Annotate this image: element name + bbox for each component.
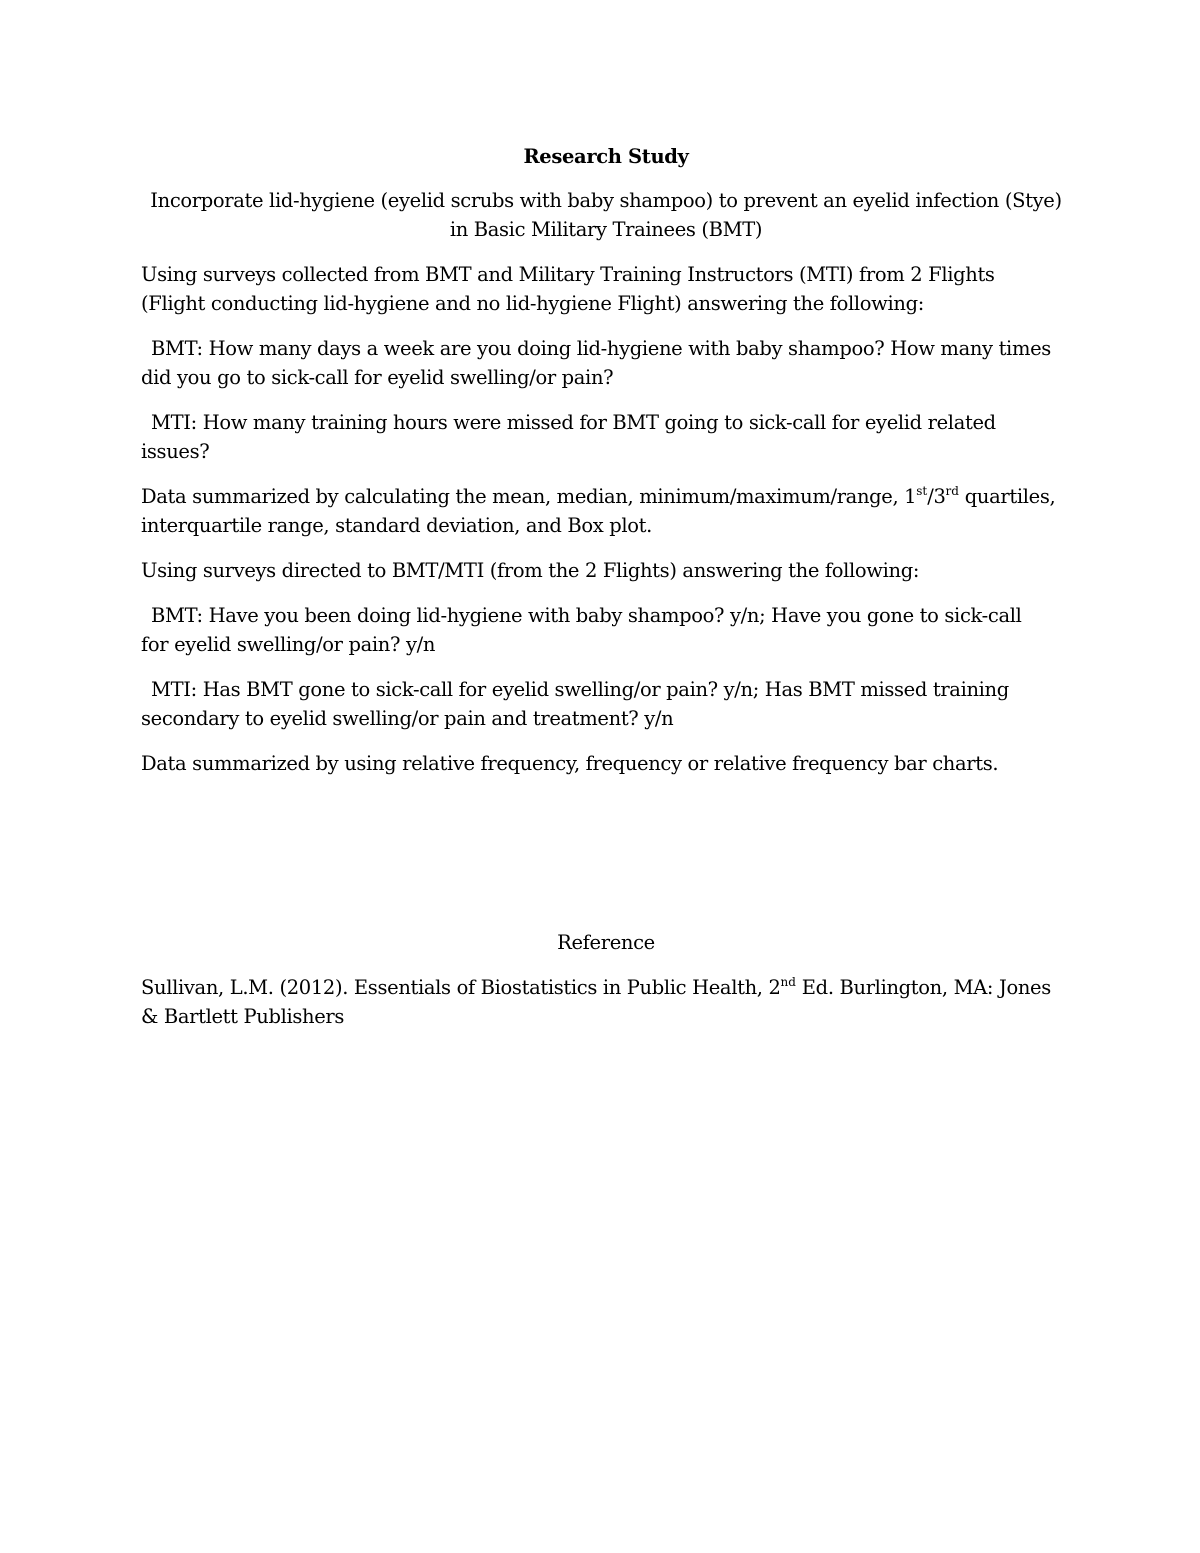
- subtitle-line-1: Incorporate lid-hygiene (eyelid scrubs with baby shampoo) to prevent an eyelid infection (Stye): [150, 189, 1062, 212]
- document-title: [141, 142, 1071, 171]
- survey2-summary-line: Data summarized by using relative frequency, frequency or relative frequency bar charts.: [141, 752, 999, 775]
- summary-text-b: /3: [927, 485, 946, 508]
- survey1-bmt-line-2: did you go to sick-call for eyelid swelling/or pain?: [141, 366, 614, 389]
- survey2-bmt-line-2: for eyelid swelling/or pain? y/n: [141, 633, 436, 656]
- summary-text-c: quartiles,: [958, 485, 1056, 508]
- study-subtitle: [141, 186, 1071, 244]
- reference-citation: [141, 973, 1071, 1031]
- survey1-mti-line-1: MTI: How many training hours were missed for BMT going to sick-call for eyelid related: [151, 411, 996, 434]
- summary-text-a: Data summarized by calculating the mean, median, minimum/maximum/range, 1: [141, 485, 917, 508]
- reference-line-1: [141, 973, 1071, 1002]
- survey2-bmt-line-1: BMT: Have you been doing lid-hygiene with baby shampoo? y/n; Have you gone to sick-call: [151, 604, 1022, 627]
- summary-sup-rd: rd: [945, 483, 959, 498]
- survey1-bmt-line-1: BMT: How many days a week are you doing lid-hygiene with baby shampoo? How many times: [151, 337, 1051, 360]
- subtitle-line-2: in Basic Military Trainees (BMT): [449, 218, 763, 241]
- survey2-mti-line-1: MTI: Has BMT gone to sick-call for eyelid swelling/or pain? y/n; Has BMT missed training: [151, 678, 1009, 701]
- reference-text-b: Ed. Burlington, MA: Jones: [795, 976, 1051, 999]
- title-text: Research Study: [523, 145, 689, 168]
- reference-heading: [141, 928, 1071, 957]
- survey2-bmt-question: [141, 601, 1071, 659]
- survey1-mti-line-2: issues?: [141, 440, 210, 463]
- reference-line-2: & Bartlett Publishers: [141, 1005, 345, 1028]
- survey1-intro-line-1: Using surveys collected from BMT and Military Training Instructors (MTI) from 2 Flights: [141, 263, 995, 286]
- survey1-bmt-question: [141, 334, 1071, 392]
- survey1-summary: [141, 482, 1071, 540]
- survey2-mti-question: [141, 675, 1071, 733]
- reference-text-a: Sullivan, L.M. (2012). Essentials of Biostatistics in Public Health, 2: [141, 976, 781, 999]
- survey2-intro: [141, 556, 1071, 585]
- survey2-mti-line-2: secondary to eyelid swelling/or pain and treatment? y/n: [141, 707, 674, 730]
- survey1-mti-question: [141, 408, 1071, 466]
- reference-heading-text: Reference: [557, 931, 655, 954]
- survey2-summary: [141, 749, 1071, 778]
- survey1-summary-line-2: interquartile range, standard deviation, and Box plot.: [141, 514, 652, 537]
- survey1-intro: [141, 260, 1071, 318]
- survey1-intro-line-2: (Flight conducting lid-hygiene and no lid-hygiene Flight) answering the following:: [141, 292, 924, 315]
- summary-sup-st: st: [916, 483, 928, 498]
- reference-sup-nd: nd: [780, 974, 796, 989]
- survey1-summary-line-1: [141, 482, 1071, 511]
- survey2-intro-line: Using surveys directed to BMT/MTI (from the 2 Flights) answering the following:: [141, 559, 920, 582]
